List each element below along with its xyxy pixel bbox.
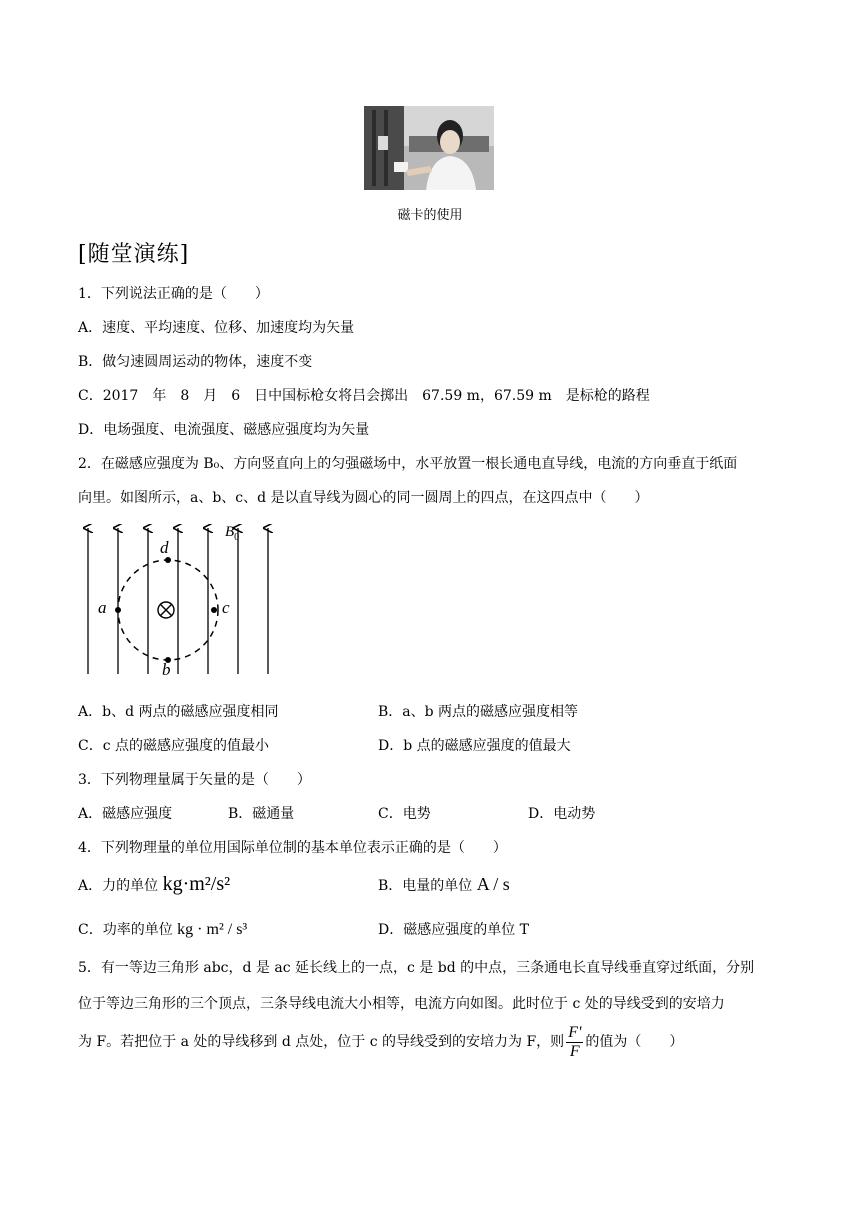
q2-option-a: A．b、d 两点的磁感应强度相同 [78, 704, 279, 720]
section-title: [随堂演练] [78, 242, 190, 267]
point-a [115, 607, 121, 613]
q4-c-unit: kg · m² / s³ [177, 921, 248, 938]
q5-fraction: $\frac{F'}{F}$ [568, 1023, 582, 1060]
label-a: a [98, 598, 107, 617]
photo-caption: 磁卡的使用 [397, 208, 463, 223]
magnetic-card-photo [364, 106, 494, 190]
q2-field-diagram [78, 524, 278, 679]
point-c [211, 607, 217, 613]
q4-option-c: C．功率的单位 kg · m² / s³ [78, 921, 248, 938]
q5-line1: 5．有一等边三角形 abc，d 是 ac 延长线上的一点，c 是 bd 的中点，三条通电长直导线垂直穿过纸面，分别 [78, 960, 755, 976]
q4-option-d: D．磁感应强度的单位 T [378, 922, 530, 938]
label-b: b [162, 660, 171, 679]
q4-stem: 4．下列物理量的单位用国际单位制的基本单位表示正确的是（ ） [78, 840, 507, 856]
q3-option-d: D．电动势 [528, 806, 596, 822]
q2-option-c: C．c 点的磁感应强度的值最小 [78, 738, 270, 754]
q5-line3: 为 F。若把位于 a 处的导线移到 d 点处，位于 c 的导线受到的安培力为 F，则 $\frac{F'}{F}$ 的值为（ ） [78, 1023, 684, 1060]
label-b0: $B_0$ [225, 524, 240, 543]
q1-option-d: D．电场强度、电流强度、磁感应强度均为矢量 [78, 422, 370, 438]
q3-option-a: A．磁感应强度 [78, 806, 173, 822]
q1-option-a: A．速度、平均速度、位移、加速度均为矢量 [78, 320, 355, 336]
q4-option-a: A．力的单位 kg·m²/s² [78, 873, 231, 895]
q5-line2: 位于等边三角形的三个顶点，三条导线电流大小相等，电流方向如图。此时位于 c 处的导线受到的安培力 [78, 996, 725, 1012]
label-c: c [222, 598, 230, 617]
q3-option-b: B．磁通量 [228, 806, 295, 822]
q4-b-unit: A / s [476, 874, 510, 894]
q3-option-c: C．电势 [378, 806, 431, 822]
q2-option-d: D．b 点的磁感应强度的值最大 [378, 738, 571, 754]
q1-option-b: B．做匀速圆周运动的物体，速度不变 [78, 354, 313, 370]
q4-option-b: B．电量的单位 A / s [378, 874, 510, 894]
q3-stem: 3．下列物理量属于矢量的是（ ） [78, 772, 311, 788]
q2-option-b: B．a、b 两点的磁感应强度相等 [378, 704, 579, 720]
q2-stem-line2: 向里。如图所示，a、b、c、d 是以直导线为圆心的同一圆周上的四点，在这四点中（ ） [78, 490, 649, 506]
q1-option-c: C．2017 年 8 月 6 日中国标枪女将吕会掷出 67.59 m，67.59 m 是标枪的路程 [78, 388, 650, 404]
dashed-circle [118, 560, 218, 660]
label-d: d [160, 538, 169, 557]
q4-a-unit: kg·m²/s² [162, 873, 231, 895]
q1-stem: 1．下列说法正确的是（ ） [78, 286, 269, 302]
q2-stem-line1: 2．在磁感应强度为 B₀、方向竖直向上的匀强磁场中，水平放置一根长通电直导线，电流的方向垂直于纸面 [78, 456, 738, 472]
